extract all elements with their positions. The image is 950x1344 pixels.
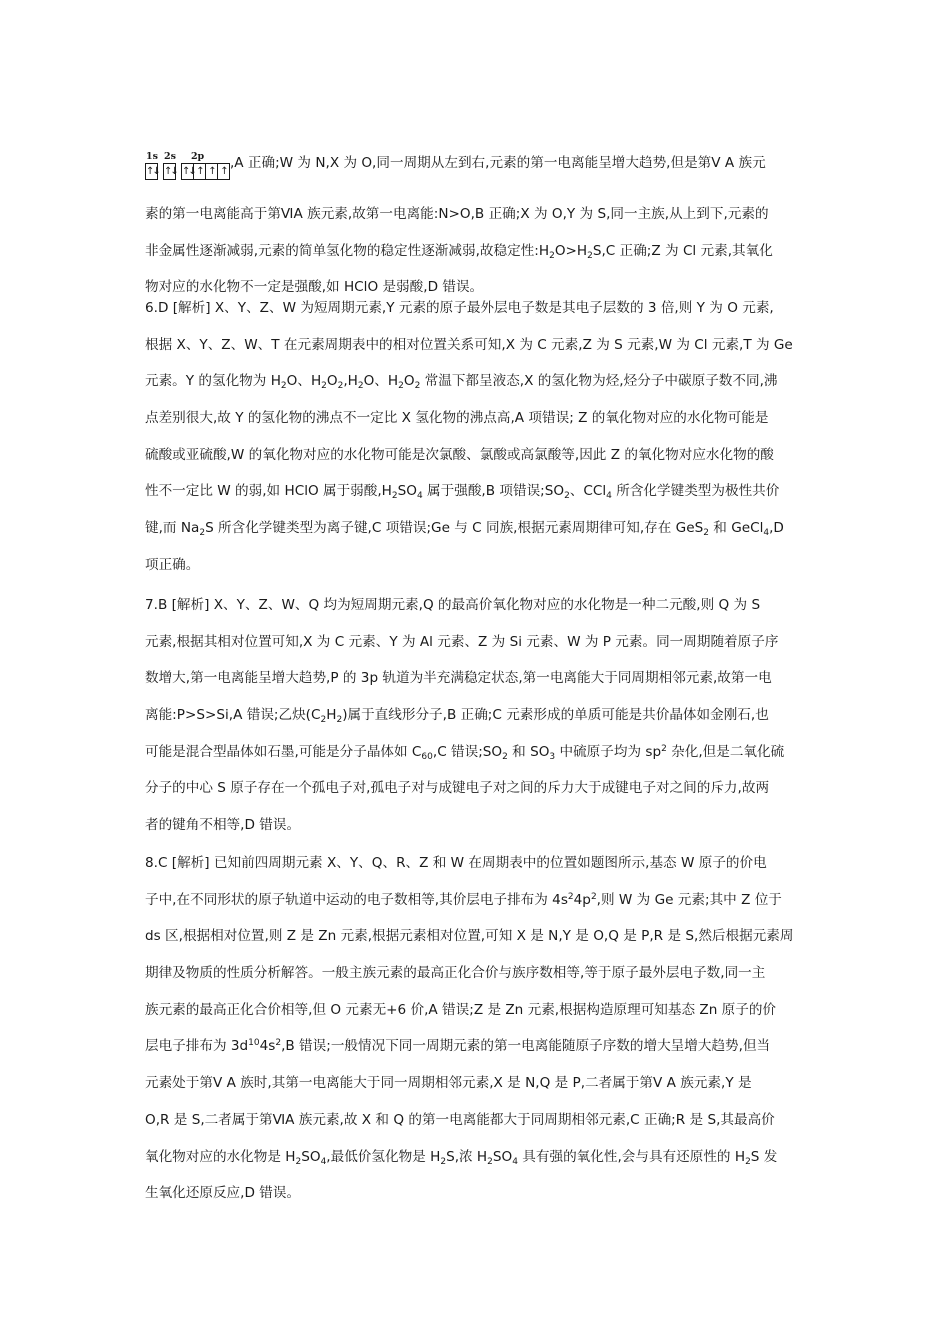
answer-7-line-7: 者的键角不相等,D 错误。	[145, 817, 301, 834]
answer-7-line-5: 可能是混合型晶体如石墨,可能是分子晶体如 $C_{60},C$ 错误$;SO_2$ 和 $SO_3$ 中硫原子均为 $sp^2$ 杂化,但是二氧化硫	[145, 743, 785, 762]
answer-8-line-8: O,R 是 S,二者属于第ⅥA 族元素,故 X 和 Q 的第一电离能都大于同周期相邻元素,C 正确;R 是 S,其最高价	[145, 1111, 775, 1128]
answer-6-line-1: 6.D [解析] X、Y、Z、W 为短周期元素,Y 元素的原子最外层电子数是其电子层数的 3 倍,则 Y 为 O 元素,	[145, 300, 774, 316]
answer-5-line-4: 物对应的水化物不一定是强酸,如 HClO 是弱酸,D 错误。	[145, 279, 484, 296]
orbital-1s	[145, 151, 158, 180]
answer-5-line-2: 素的第一电离能高于第ⅥA 族元素,故第一电离能:N>O,B 正确;X 为 O,Y 为 S,同一主族,从上到下,元素的	[145, 206, 769, 222]
answer-8-line-2: 子中,在不同形状的原子轨道中运动的电子数相等,其价层电子排布为 $4s^24p^2$,则 W 为 Ge 元素;其中 Z 位于	[145, 891, 782, 908]
answer-8	[145, 845, 810, 1212]
answer-5-continuation	[145, 118, 810, 306]
orbital-box: ↑	[205, 163, 218, 180]
answer-7-line-2: 元素,根据其相对位置可知,X 为 C 元素、Y 为 Al 元素、Z 为 Si 元素、W 为 P 元素。同一周期随着原子序	[145, 633, 779, 650]
answer-8-line-1: 8.C [解析] 已知前四周期元素 X、Y、Q、R、Z 和 W 在周期表中的位置如题图所示,基态 W 原子的价电	[145, 855, 767, 871]
answer-5-line-1	[145, 118, 810, 180]
orbital-label: 2p	[190, 151, 205, 162]
answer-6-line-7: 键,而 $Na_2S$ 所含化学键类型为离子键,C 项错误;Ge 与 C 同族,根据元素周期律可知,存在 GeS$_2$ 和 GeCl$_4$,D	[145, 520, 784, 539]
answer-7-line-3: 数增大,第一电离能呈增大趋势,P 的 3p 轨道为半充满稳定状态,第一电离能大于同周期相邻元素,故第一电	[145, 670, 772, 687]
orbital-2p	[181, 151, 229, 180]
answer-8-line-5: 族元素的最高正化合价相等,但 O 元素无+6 价,A 错误;Z 是 Zn 元素,根据构造原理可知基态 Zn 原子的价	[145, 1001, 777, 1018]
answer-8-line-4: 期律及物质的性质分析解答。一般主族元素的最高正化合价与族序数相等,等于原子最外层电子数,同一主	[145, 965, 766, 982]
answer-6	[145, 290, 810, 584]
answer-6-line-5: 硫酸或亚硫酸,W 的氧化物对应的水化物可能是次氯酸、氯酸或高氯酸等,因此 Z 的氧化物对应水化物的酸	[145, 446, 774, 463]
answer-6-line-6: 性不一定比 W 的弱,如 HClO 属于弱酸$,H_2SO_4$ 属于强酸,B 项错误$;SO_2$、CCl$_4$ 所含化学键类型为极性共价	[145, 483, 780, 502]
answer-8-line-3: ds 区,根据相对位置,则 Z 是 Zn 元素,根据元素相对位置,可知 X 是 N,Y 是 O,Q 是 P,R 是 S,然后根据元素周	[145, 928, 794, 945]
answer-6-line-4: 点差别很大,故 Y 的氢化物的沸点不一定比 X 氢化物的沸点高,A 项错误; Z 的氧化物对应的水化物可能是	[145, 410, 769, 427]
answer-7-line-1: 7.B [解析] X、Y、Z、W、Q 均为短周期元素,Q 的最高价氧化物对应的水化物是一种二元酸,则 Q 为 S	[145, 597, 761, 613]
answer-6-line-2: 根据 X、Y、Z、W、T 在元素周期表中的相对位置关系可知,X 为 C 元素,Z 为 S 元素,W 为 Cl 元素,T 为 Ge	[145, 336, 793, 353]
text-run: ,A 正确;W 为 N,X 为 O,同一周期从左到右,元素的第一电离能呈增大趋势,但是第Ⅴ A 族元	[229, 155, 766, 171]
orbital-label: 1s	[146, 151, 158, 162]
orbital-box: ↑↓	[181, 163, 194, 180]
answer-7-line-4: 离能:P>S>Si,A 错误;乙炔$(C_2H_2)$属于直线形分子,B 正确;C 元素形成的单质可能是共价晶体如金刚石,也	[145, 707, 769, 726]
answer-6-line-8: 项正确。	[145, 556, 200, 573]
answer-8-line-10: 生氧化还原反应,D 错误。	[145, 1185, 301, 1202]
answer-8-line-6: 层电子排布为 $3d^{10}4s^2,B$ 错误;一般情况下同一周期元素的第一电离能随原子序数的增大呈增大趋势,但当	[145, 1038, 771, 1055]
answer-7-line-6: 分子的中心 S 原子存在一个孤电子对,孤电子对与成键电子对之间的斥力大于成键电子对之间的斥力,故两	[145, 780, 770, 797]
orbital-box: ↑	[217, 163, 230, 180]
answer-7	[145, 587, 810, 844]
answer-8-line-9: 氧化物对应的水化物是 $H_2SO_4$,最低价氢化物是 $H_2S$,浓 $H_2SO_4$ 具有强的氧化性,会与具有还原性的 $H_2S$ 发	[145, 1148, 778, 1167]
orbital-diagram	[145, 151, 229, 180]
orbital-2s	[163, 151, 176, 180]
orbital-box: ↑	[193, 163, 206, 180]
orbital-label: 2s	[163, 151, 176, 162]
orbital-box: ↑↓	[163, 163, 176, 180]
answer-5-line-3: 非金属性逐渐减弱,元素的简单氢化物的稳定性逐渐减弱,故稳定性$:H_2O>H_2S,C$ 正确;Z 为 Cl 元素,其氧化	[145, 242, 773, 261]
answer-6-line-3: 元素。Y 的氢化物为 $H_2O$、$H_2O_2,H_2O$、$H_2O_2$ 常温下都呈液态,X 的氢化物为烃,烃分子中碳原子数不同,沸	[145, 373, 778, 392]
answer-8-line-7: 元素处于第Ⅴ A 族时,其第一电离能大于同一周期相邻元素,X 是 N,Q 是 P,二者属于第Ⅴ A 族元素,Y 是	[145, 1075, 752, 1092]
orbital-box: ↑↓	[145, 163, 158, 180]
